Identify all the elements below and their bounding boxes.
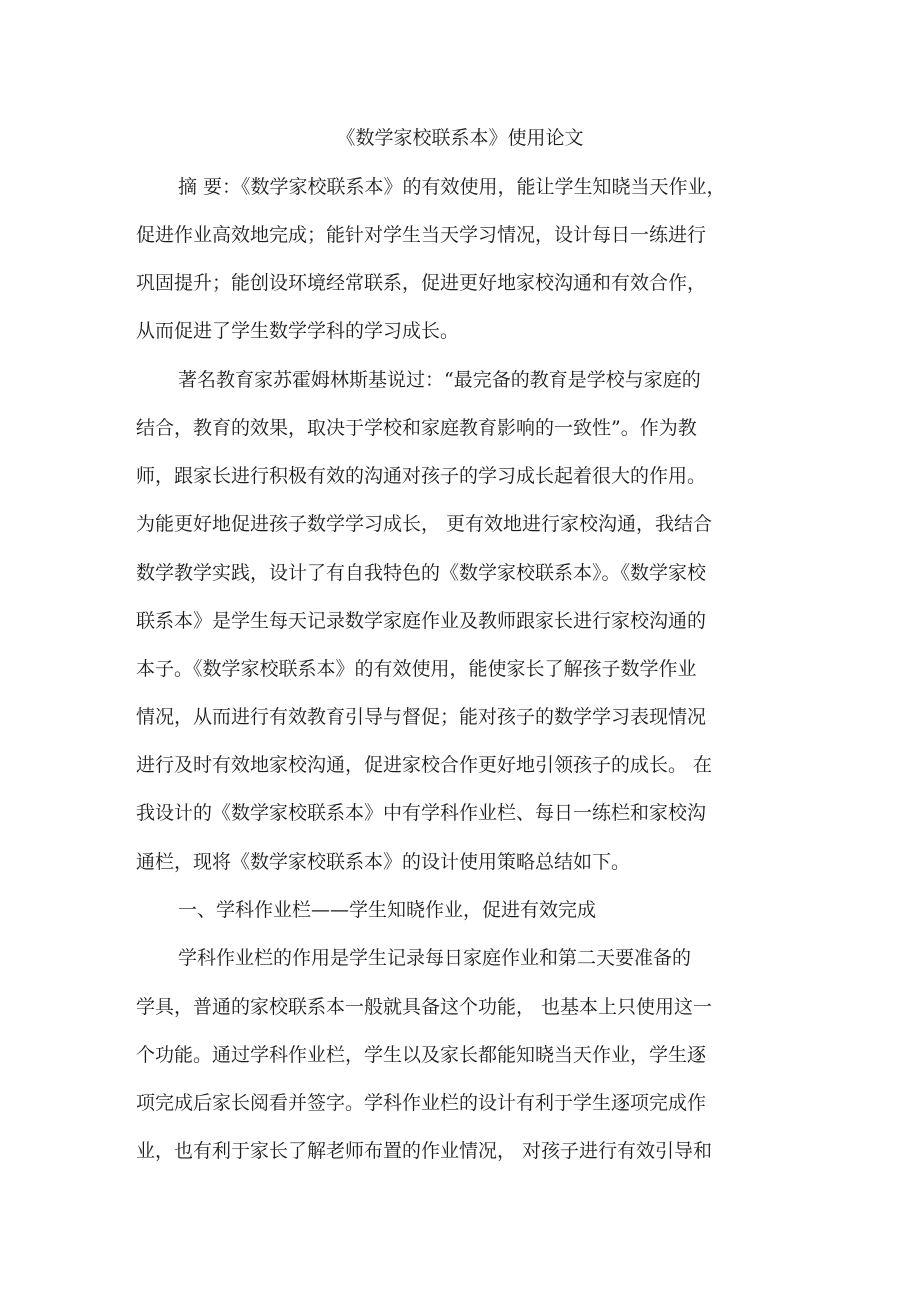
abstract-line: 摘 要：《数学家校联系本》的有效使用，能让学生知晓当天作业， [178, 176, 726, 198]
body-line: 我设计的《数学家校联系本》中有学科作业栏、每日一练栏和家校沟 [136, 802, 707, 824]
abstract-line: 从而促进了学生数学学科的学习成长。 [136, 320, 460, 342]
body-line: 学具，普通的家校联系本一般就具备这个功能， 也基本上只使用这一 [136, 996, 713, 1018]
body-line: 为能更好地促进孩子数学学习成长， 更有效地进行家校沟通，我结合 [136, 513, 713, 535]
body-line: 个功能。通过学科作业栏，学生以及家长都能知晓当天作业，学生逐 [136, 1044, 707, 1066]
body-line: 著名教育家苏霍姆林斯基说过：“最完备的教育是学校与家庭的 [178, 369, 701, 391]
body-line: 师，跟家长进行积极有效的沟通对孩子的学习成长起着很大的作用。 [136, 465, 707, 487]
body-line: 本子。《数学家校联系本》的有效使用，能使家长了解孩子数学作业 [136, 658, 697, 680]
body-line: 项完成后家长阅看并签字。学科作业栏的设计有利于学生逐项完成作 [136, 1092, 707, 1114]
body-line: 情况，从而进行有效教育引导与督促；能对孩子的数学学习表现情况 [136, 706, 707, 728]
body-line: 联系本》是学生每天记录数学家庭作业及教师跟家长进行家校沟通的 [136, 610, 707, 632]
body-line: 结合，教育的效果，取决于学校和家庭教育影响的一致性”。作为教 [136, 417, 697, 439]
body-line: 数学教学实践，设计了有自我特色的《数学家校联系本》。《数学家校 [136, 562, 707, 584]
abstract-line: 巩固提升；能创设环境经常联系，促进更好地家校沟通和有效合作， [136, 272, 707, 294]
body-line: 学科作业栏的作用是学生记录每日家庭作业和第二天要准备的 [178, 947, 692, 969]
section-heading: 一、学科作业栏——学生知晓作业，促进有效完成 [178, 899, 597, 921]
body-line: 业，也有利于家长了解老师布置的作业情况， 对孩子进行有效引导和 [136, 1140, 713, 1162]
document-title: 《数学家校联系本》使用论文 [336, 127, 584, 149]
abstract-line: 促进作业高效地完成；能针对学生当天学习情况，设计每日一练进行 [136, 224, 707, 246]
body-line: 进行及时有效地家校沟通，促进家校合作更好地引领孩子的成长。 在 [136, 754, 713, 776]
body-line: 通栏，现将《数学家校联系本》的设计使用策略总结如下。 [136, 851, 631, 873]
